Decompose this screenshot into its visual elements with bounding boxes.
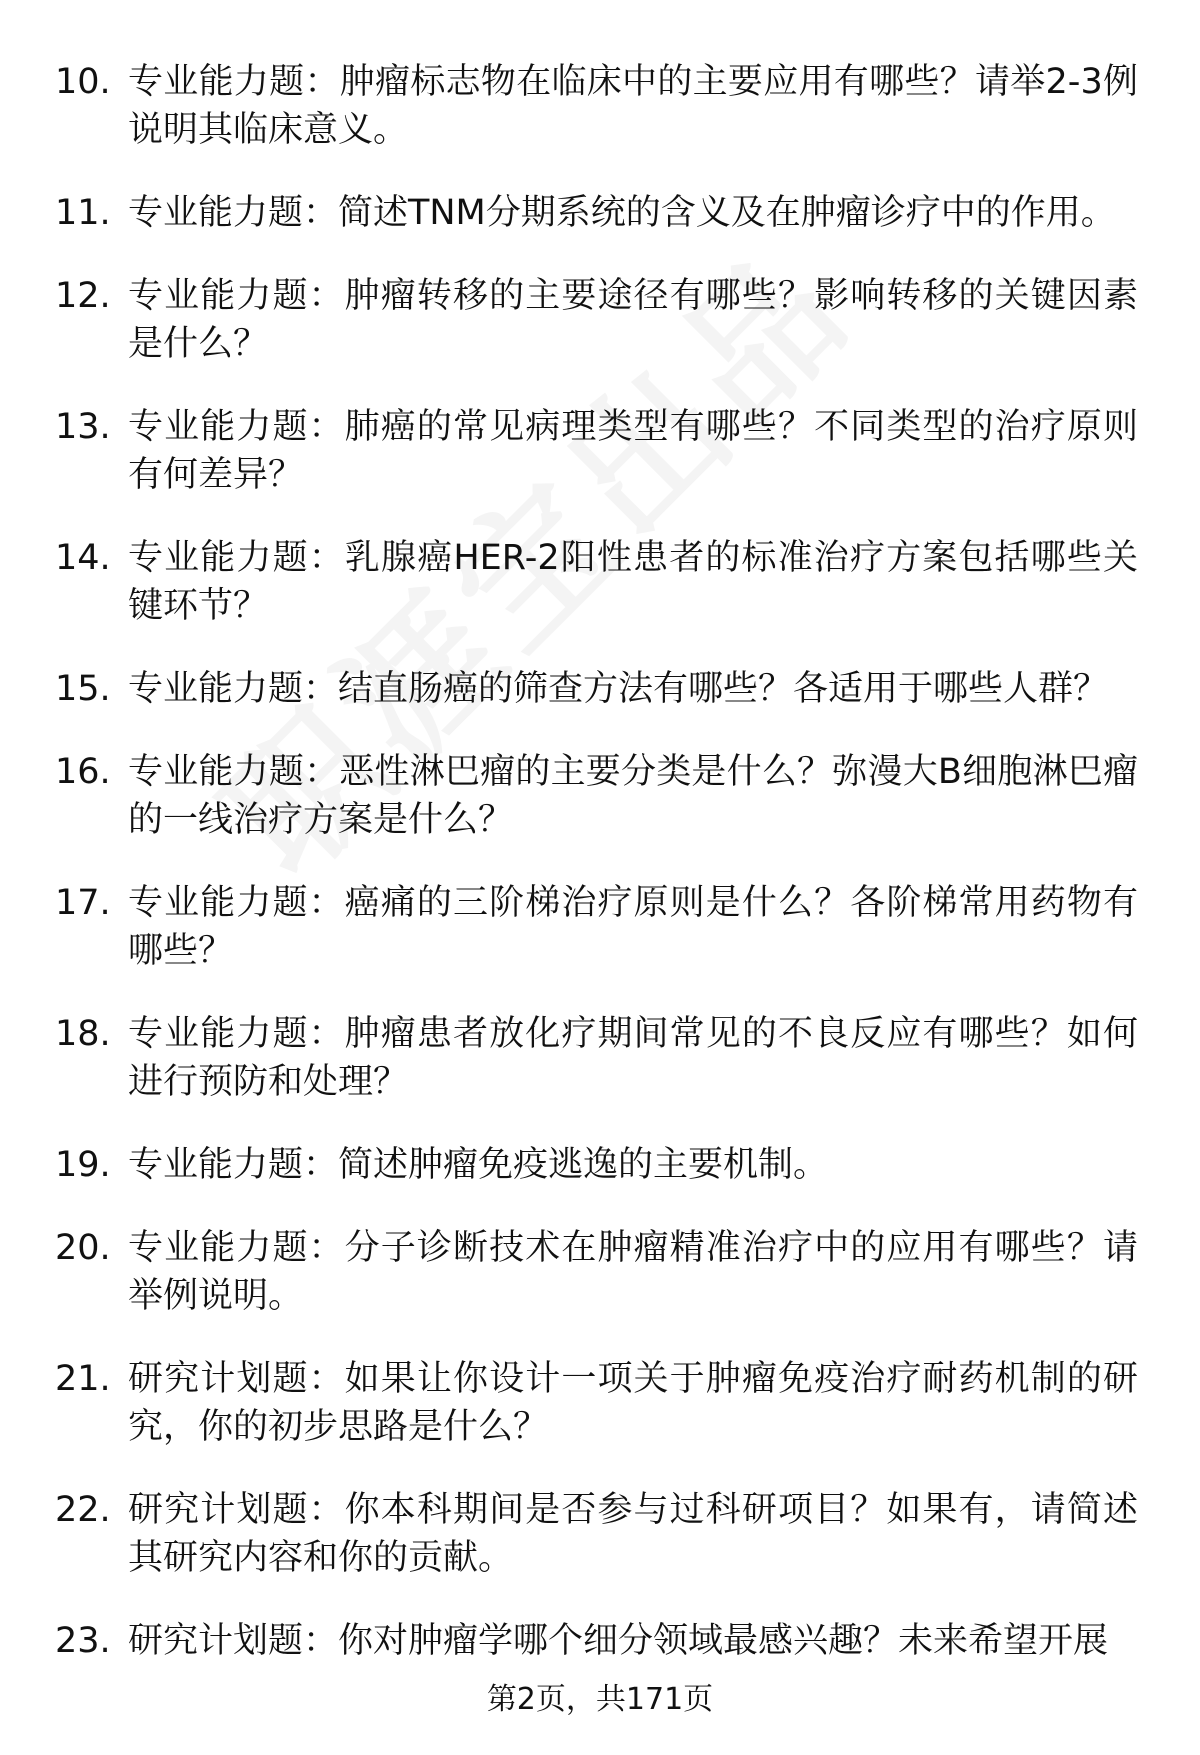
question-text: 专业能力题：结直肠癌的筛查方法有哪些？各适用于哪些人群？ [128,669,1109,709]
question-item [0,403,1200,499]
question-number: 12. [55,276,111,316]
question-text: 研究计划题：你对肿瘤学哪个细分领域最感兴趣？未来希望开展 [128,1621,1109,1661]
question-number: 13. [55,407,111,447]
question-item [0,665,1200,713]
question-number: 16. [55,752,111,792]
page-number-footer: 第2页，共171页 [486,1682,714,1717]
question-number: 10. [55,62,111,102]
question-item [0,748,1200,844]
question-item [0,1141,1200,1189]
question-item [0,1355,1200,1451]
question-text: 专业能力题：癌痛的三阶梯治疗原则是什么？各阶梯常用药物有哪些？ [128,883,1138,971]
question-text: 专业能力题：肿瘤患者放化疗期间常见的不良反应有哪些？如何进行预防和处理？ [128,1014,1138,1102]
question-text: 专业能力题：肿瘤转移的主要途径有哪些？影响转移的关键因素是什么？ [128,276,1138,364]
question-item [0,879,1200,975]
question-number: 23. [55,1621,111,1661]
question-item [0,534,1200,630]
question-text: 专业能力题：简述肿瘤免疫逃逸的主要机制。 [128,1145,829,1185]
question-text: 专业能力题：肿瘤标志物在临床中的主要应用有哪些？请举2-3例说明其临床意义。 [128,62,1138,150]
question-item [0,189,1200,237]
question-item [0,1486,1200,1582]
question-text: 专业能力题：肺癌的常见病理类型有哪些？不同类型的治疗原则有何差异？ [128,407,1138,495]
question-text: 专业能力题：乳腺癌HER-2阳性患者的标准治疗方案包括哪些关键环节？ [128,538,1138,626]
question-number: 11. [55,193,111,233]
question-number: 21. [55,1359,111,1399]
question-text: 专业能力题：简述TNM分期系统的含义及在肿瘤诊疗中的作用。 [128,193,1116,233]
question-number: 17. [55,883,111,923]
question-number: 15. [55,669,111,709]
question-item [0,272,1200,368]
question-item [0,1010,1200,1106]
question-number: 20. [55,1228,111,1268]
question-text: 专业能力题：分子诊断技术在肿瘤精准治疗中的应用有哪些？请举例说明。 [128,1228,1138,1316]
question-item [0,1617,1200,1665]
question-text: 专业能力题：恶性淋巴瘤的主要分类是什么？弥漫大B细胞淋巴瘤的一线治疗方案是什么？ [128,752,1138,840]
question-text: 研究计划题：如果让你设计一项关于肿瘤免疫治疗耐药机制的研究，你的初步思路是什么？ [128,1359,1138,1447]
question-list [0,58,1200,1700]
question-item [0,58,1200,154]
question-number: 22. [55,1490,111,1530]
question-number: 14. [55,538,111,578]
question-text: 研究计划题：你本科期间是否参与过科研项目？如果有，请简述其研究内容和你的贡献。 [128,1490,1138,1578]
question-item [0,1224,1200,1320]
question-number: 19. [55,1145,111,1185]
question-number: 18. [55,1014,111,1054]
